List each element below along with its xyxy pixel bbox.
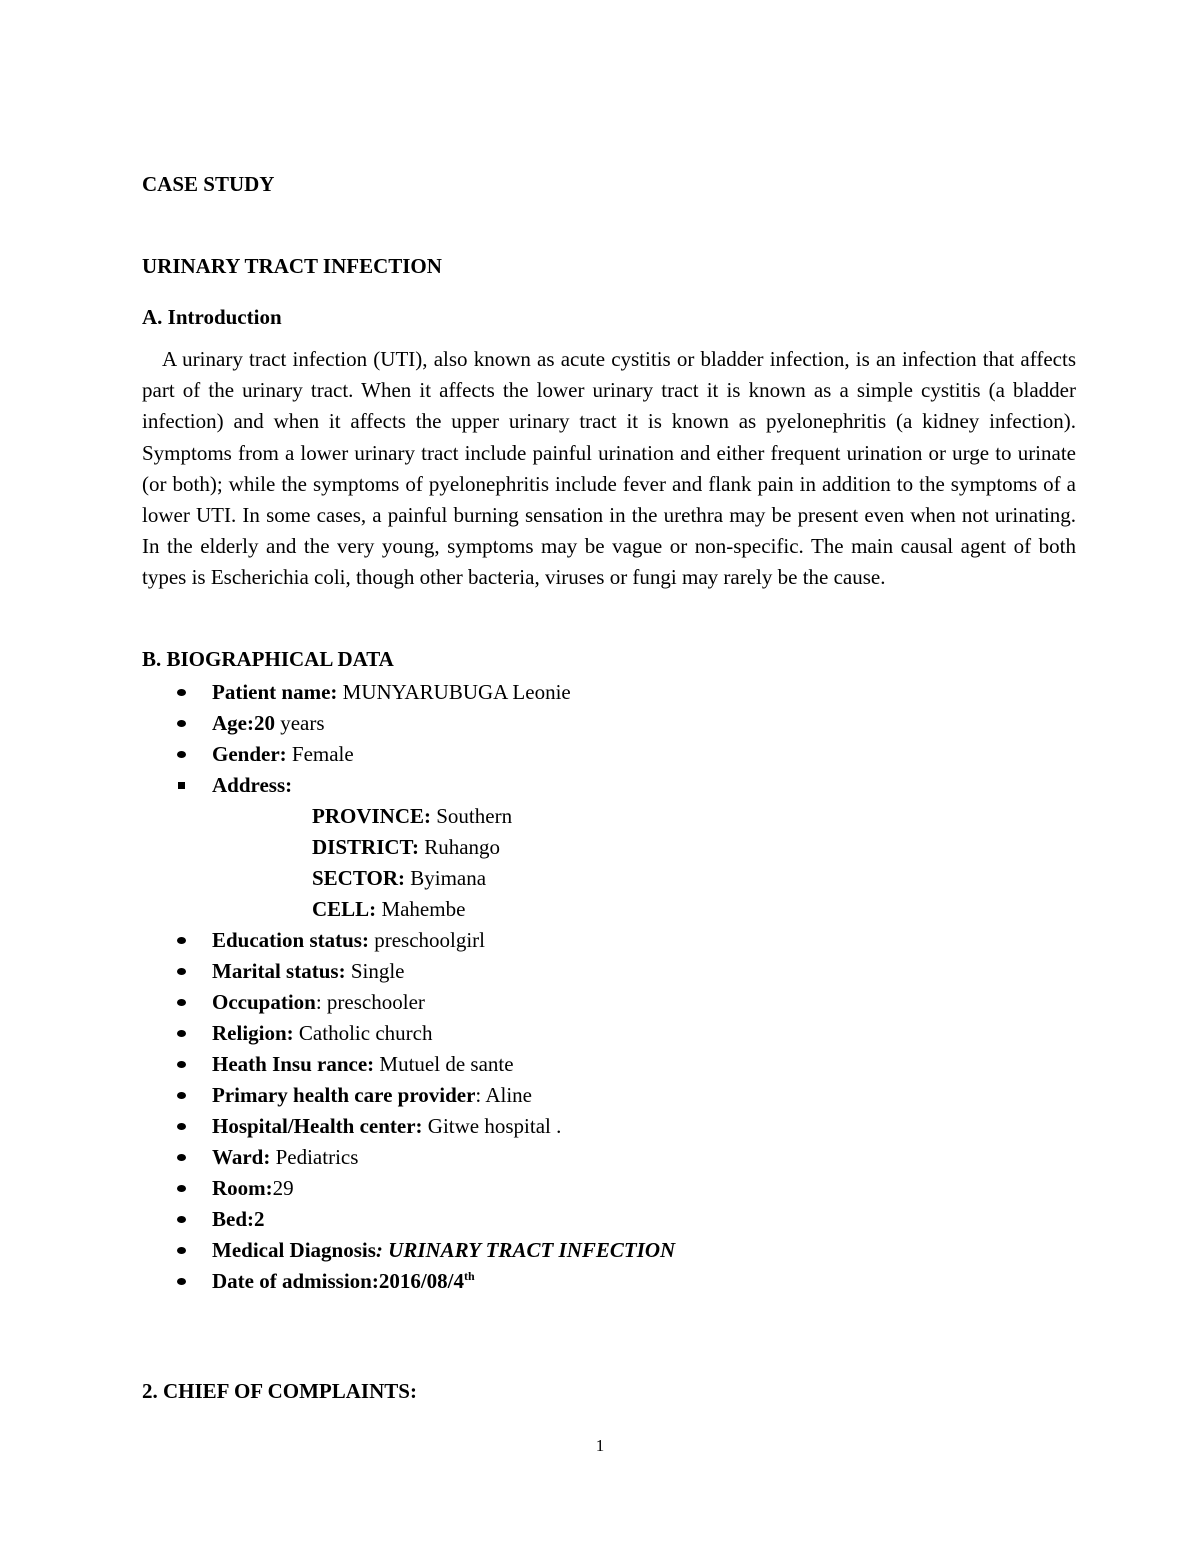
square-bullet-icon (178, 782, 185, 789)
field-value: Female (286, 742, 354, 766)
field-value: MUNYARUBUGA Leonie (342, 680, 571, 704)
field-label: Address: (212, 773, 293, 797)
introduction-heading: A. Introduction (142, 305, 282, 329)
bullet-icon (177, 751, 186, 758)
chief-complaints-heading: 2. CHIEF OF COMPLAINTS: (142, 1379, 417, 1403)
field-label: Ward: (212, 1145, 271, 1169)
field-label: Marital status: (212, 959, 346, 983)
field-value: Ruhango (418, 835, 501, 859)
list-item-address (212, 771, 292, 799)
field-value: Southern (431, 804, 513, 828)
address-province (312, 802, 512, 830)
list-item-religion (212, 1019, 432, 1047)
field-label: Primary health care provider (212, 1083, 476, 1107)
list-item-education (212, 926, 485, 954)
field-value: years (274, 711, 325, 735)
field-label: Education status: (212, 928, 369, 952)
field-value: Byimana (404, 866, 487, 890)
list-item-ward (212, 1143, 358, 1171)
field-value: : preschooler (315, 990, 425, 1014)
list-item-medical-diagnosis (212, 1236, 675, 1264)
bullet-icon (177, 999, 186, 1006)
field-value: Pediatrics (270, 1145, 359, 1169)
bullet-icon (177, 1092, 186, 1099)
bullet-icon (177, 689, 186, 696)
address-cell (312, 895, 465, 923)
age-number: 20 (253, 711, 275, 735)
address-district (312, 833, 500, 861)
field-label: Room: (212, 1176, 273, 1200)
ordinal-suffix: th (464, 1269, 475, 1283)
field-label: Gender: (212, 742, 287, 766)
bullet-icon (177, 1154, 186, 1161)
page-number: 1 (595, 1436, 605, 1455)
bullet-icon (177, 1030, 186, 1037)
field-label: Occupation (212, 990, 316, 1014)
bullet-icon (177, 1278, 186, 1285)
bullet-icon (177, 720, 186, 727)
field-value: Gitwe hospital . (422, 1114, 562, 1138)
bullet-icon (177, 1061, 186, 1068)
introduction-paragraph: A urinary tract infection (UTI), also known as acute cystitis or bladder infection, is an infection that affects part of the urinary tract. When it affects the lower urinary tract it is known as a simple cystitis (a bladder infection) and when it affects the upper urinary tract it is known as pyelonephritis (a kidney infection). Symptoms from a lower urinary tract include painful urination and either frequent urination or urge to urinate (or both); while the symptoms of pyelonephritis include fever and flank pain in addition to the symptoms of a lower UTI. In some cases, a painful burning sensation in the urethra may be present even when not urinating. In the elderly and the very young, symptoms may be vague or non-specific. The main causal agent of both types is Escherichia coli, though other bacteria, viruses or fungi may rarely be the cause. (142, 347, 1076, 590)
field-label: PROVINCE: (312, 804, 431, 828)
list-item-room (212, 1174, 294, 1202)
bullet-icon (177, 937, 186, 944)
field-value: Mahembe (376, 897, 466, 921)
bullet-icon (177, 1123, 186, 1130)
field-label: CELL: (312, 897, 377, 921)
field-label: Age: (212, 711, 254, 735)
list-item-occupation (212, 988, 425, 1016)
field-value: preschoolgirl (368, 928, 486, 952)
field-label: Religion: (212, 1021, 294, 1045)
field-label: Heath Insu rance: (212, 1052, 375, 1076)
field-label: DISTRICT: (312, 835, 419, 859)
bullet-icon (177, 968, 186, 975)
list-item-marital-status (212, 957, 404, 985)
list-item-patient-name (212, 678, 571, 706)
list-item-health-care-provider (212, 1081, 532, 1109)
list-item-health-insurance (212, 1050, 514, 1078)
biographical-data-heading: B. BIOGRAPHICAL DATA (142, 647, 394, 671)
bullet-icon (177, 1216, 186, 1223)
field-value: Single (345, 959, 405, 983)
field-value: : Aline (475, 1083, 533, 1107)
field-value: Catholic church (293, 1021, 433, 1045)
field-label: SECTOR: (312, 866, 405, 890)
field-label: Date of admission:2016/08/4 (212, 1269, 464, 1293)
list-item-date-of-admission (212, 1267, 475, 1295)
list-item-gender (212, 740, 354, 768)
list-item-age (212, 709, 325, 737)
bullet-icon (177, 1185, 186, 1192)
list-item-bed (212, 1205, 265, 1233)
topic-heading: URINARY TRACT INFECTION (142, 254, 442, 278)
list-item-hospital (212, 1112, 561, 1140)
field-label: Hospital/Health center: (212, 1114, 423, 1138)
field-value: 29 (272, 1176, 294, 1200)
address-sector (312, 864, 486, 892)
case-study-heading: CASE STUDY (142, 172, 275, 196)
field-label: Bed:2 (212, 1207, 265, 1231)
field-label: Medical Diagnosis (212, 1238, 376, 1262)
field-label: Patient name: (212, 680, 338, 704)
diagnosis-value: : URINARY TRACT INFECTION (375, 1238, 676, 1262)
field-value: Mutuel de sante (374, 1052, 514, 1076)
bullet-icon (177, 1247, 186, 1254)
